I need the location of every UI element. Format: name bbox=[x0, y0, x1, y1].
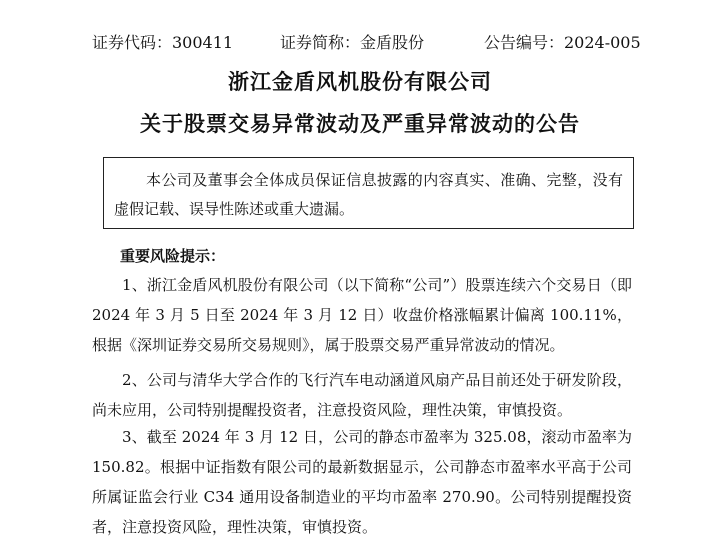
risk-paragraph-3 bbox=[92, 422, 632, 542]
risk-warning-heading: 重要风险提示： bbox=[120, 247, 226, 265]
risk-paragraph-text: 3、截至 2024 年 3 月 12 日，公司的静态市盈率为 325.08，滚动市盈率为 150.82。根据中证指数有限公司的最新数据显示，公司静态市盈率水平高于公司所属证监会行业 C34 通用设备制造业的平均市盈率 270.90。公司特别提醒投资者，注意投资风险，理性决策，审慎投资。 bbox=[92, 428, 632, 536]
announcement-number: 公告编号：2024-005 bbox=[484, 33, 641, 52]
risk-paragraph-1 bbox=[92, 270, 632, 360]
disclosure-notice-text: 本公司及董事会全体成员保证信息披露的内容真实、准确、完整，没有虚假记载、误导性陈述或重大遗漏。 bbox=[114, 171, 623, 218]
announcement-header bbox=[92, 30, 660, 54]
company-name: 浙江金盾风机股份有限公司 bbox=[228, 70, 492, 94]
risk-paragraph-text: 1、浙江金盾风机股份有限公司（以下简称“公司”）股票连续六个交易日（即 2024 年 3 月 5 日至 2024 年 3 月 12 日）收盘价格涨幅累计偏离 100.11%，根据《深圳证券交易所交易规则》，属于股票交易严重异常波动的情况。 bbox=[92, 276, 632, 354]
risk-paragraph-text: 2、公司与清华大学合作的飞行汽车电动涵道风扇产品目前还处于研发阶段，尚未应用，公司特别提醒投资者，注意投资风险，理性决策，审慎投资。 bbox=[92, 371, 632, 419]
stock-code: 证券代码：300411 bbox=[92, 33, 234, 52]
risk-paragraph-2 bbox=[92, 365, 632, 425]
disclosure-notice-box bbox=[103, 157, 634, 229]
announcement-title: 关于股票交易异常波动及严重异常波动的公告 bbox=[140, 112, 580, 136]
stock-abbreviation: 证券简称：金盾股份 bbox=[280, 33, 425, 52]
